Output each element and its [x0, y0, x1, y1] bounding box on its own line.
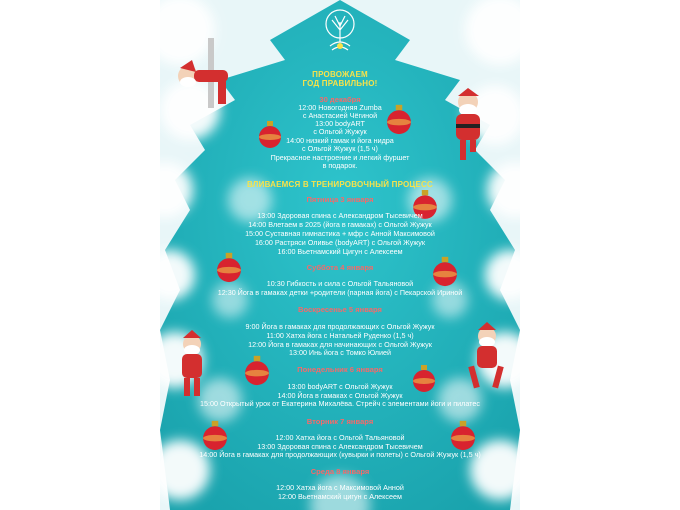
headline-line-2: ГОД ПРАВИЛЬНО! [302, 79, 378, 88]
schedule-line: 16:00 Растряси Оливье (bodyART) с Ольгой Жужук [254, 238, 426, 247]
section1-date: 30 декабря [319, 95, 361, 104]
schedule-line: 12:00 Хатха йога с Ольгой Тальяновой [275, 433, 405, 442]
schedule-line: 15:00 Открытый урок от Екатерина Михалёва. Стрейч с элементами йоги и пилатес [200, 399, 480, 408]
section1-line: с Ольгой Жужук [313, 127, 367, 136]
schedule-line: 16:00 Вьетнамский Цигун с Алексеем [277, 247, 403, 256]
schedule-line: 12:30 Йога в гамаках детки +родители (парная йога) с Пекарской Ириной [217, 288, 463, 297]
schedule-line: 9:00 Йога в гамаках для продолжающих с Ольгой Жужук [245, 322, 435, 331]
schedule-line: 15:00 Суставная гимнастика + мфр с Анной Максимовой [245, 229, 435, 238]
day-title: Понедельник 6 января [297, 365, 383, 374]
day-title: Суббота 4 января [306, 263, 374, 272]
schedule-content [160, 0, 520, 510]
day-title: Воскресенье 5 января [298, 305, 382, 314]
schedule-line: 12:00 Хатха йога с Максимовой Анной [276, 483, 404, 492]
schedule-line: 10:30 Гибкость и сила с Ольгой Тальяновой [266, 279, 414, 288]
section1-line: 14:00 низкий гамак и йога нидра [286, 136, 394, 145]
section1-line: 12:00 Новогодняя Zumba [298, 103, 382, 112]
schedule-line: 14:00 Йога в гамаках с Ольгой Жужук [277, 391, 403, 400]
schedule-line: 14:00 Йога в гамаках для продолжающих (кувырки и полеты) с Ольгой Жужук (1,5 ч) [199, 450, 481, 459]
schedule-line: 14:00 Влетаем в 2025 (йога в гамаках) с Ольгой Жужук [248, 220, 432, 229]
day-title: Среда 8 января [310, 467, 370, 476]
headline-line-1: ПРОВОЖАЕМ [312, 70, 368, 79]
section1-line: с Ольгой Жужук (1,5 ч) [302, 144, 378, 153]
section1-line: Прекрасное настроение и легкий фуршет [270, 153, 410, 162]
schedule-line: 12:00 Йога в гамаках для начинающих с Ольгой Жужук [248, 340, 432, 349]
subheadline: ВЛИВАЕМСЯ В ТРЕНИРОВОЧНЫЙ ПРОЦЕСС [247, 180, 433, 189]
day-title: Пятница 3 января [306, 195, 374, 204]
schedule-line: 13:00 Здоровая спина с Александром Тысевичем [257, 442, 423, 451]
schedule-line: 13:00 Здоровая спина с Александром Тысевичем [257, 211, 423, 220]
poster [160, 0, 520, 510]
schedule-line: 13:00 bodyART с Ольгой Жужук [287, 382, 393, 391]
schedule-line: 11:00 Хатха йога с Натальей Руденко (1,5 ч) [266, 331, 414, 340]
section1-line: с Анастасией Чёгиной [302, 111, 378, 120]
day-title: Вторник 7 января [306, 417, 374, 426]
schedule-line: 13:00 Инь йога с Томко Юлией [288, 348, 392, 357]
section1-line: 13:00 bodyART [315, 119, 365, 128]
schedule-line: 12:00 Вьетнамский цигун с Алексеем [278, 492, 402, 501]
section1-line: в подарок. [322, 161, 358, 170]
